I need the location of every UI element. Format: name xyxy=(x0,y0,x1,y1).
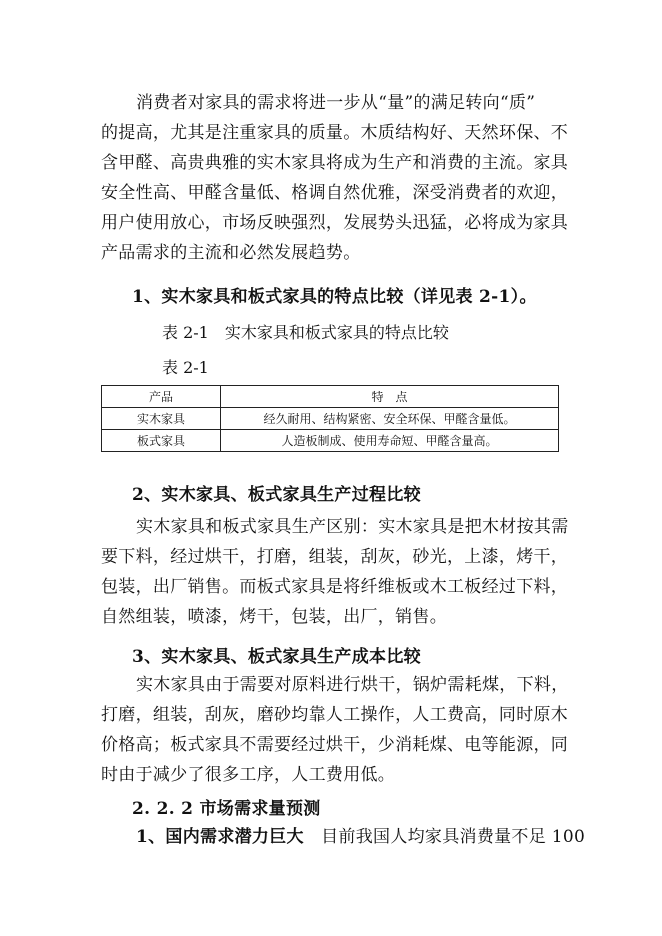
text-line: 实木家具和板式家具生产区别：实木家具是把木材按其需 xyxy=(136,517,569,537)
market-demand-paragraph xyxy=(101,822,586,852)
production-process-paragraph xyxy=(101,512,569,632)
text-line: 要下料，经过烘干，打磨，组装，刮灰，砂光，上漆，烤干， xyxy=(101,547,569,567)
table-caption: 表 2-1 实木家具和板式家具的特点比较 xyxy=(162,323,449,342)
table-cell: 经久耐用、结构紧密、安全环保、甲醛含量低。 xyxy=(221,408,559,430)
table-header-cell: 特 点 xyxy=(221,386,559,408)
text-line: 的提高，尤其是注重家具的质量。木质结构好、天然环保、不 xyxy=(101,123,569,143)
section-heading: 3、实木家具、板式家具生产成本比较 xyxy=(132,647,421,667)
section-heading: 2、实木家具、板式家具生产过程比较 xyxy=(132,485,421,505)
text-line: 产品需求的主流和必然发展趋势。 xyxy=(101,243,361,263)
text-line: 自然组装，喷漆，烤干，包装，出厂，销售。 xyxy=(101,607,447,627)
table-row xyxy=(102,408,559,430)
text-line: 含甲醛、高贵典雅的实木家具将成为生产和消费的主流。家具 xyxy=(101,153,569,173)
section-heading: 1、实木家具和板式家具的特点比较（详见表 2-1）。 xyxy=(132,287,537,307)
text-line: 打磨，组装，刮灰，磨砂均靠人工操作，人工费高，同时原木 xyxy=(101,705,569,725)
comparison-table xyxy=(101,385,559,452)
text-line: 安全性高、甲醛含量低、格调自然优雅，深受消费者的欢迎， xyxy=(101,183,569,203)
table-header-row xyxy=(102,386,559,408)
text-line: 包装，出厂销售。而板式家具是将纤维板或木工板经过下料， xyxy=(101,577,569,597)
paragraph-text: 目前我国人均家具消费量不足 100 xyxy=(303,827,586,847)
paragraph-lead: 1、国内需求潜力巨大 xyxy=(136,827,304,847)
text-line: 用户使用放心，市场反映强烈，发展势头迅猛，必将成为家具 xyxy=(101,213,569,233)
text-line: 消费者对家具的需求将进一步从“量”的满足转向“质” xyxy=(136,93,536,113)
table-header-cell: 产品 xyxy=(102,386,221,408)
table-row xyxy=(102,430,559,452)
table-cell: 实木家具 xyxy=(102,408,221,430)
table-cell: 板式家具 xyxy=(102,430,221,452)
text-line: 时由于减少了很多工序，人工费用低。 xyxy=(101,765,396,785)
text-line: 价格高；板式家具不需要经过烘干，少消耗煤、电等能源，同 xyxy=(101,735,569,755)
intro-paragraph xyxy=(101,88,569,268)
production-cost-paragraph xyxy=(101,670,569,790)
table-label: 表 2-1 xyxy=(162,358,209,377)
subsection-heading: 2. 2. 2 市场需求量预测 xyxy=(132,799,321,819)
table-cell: 人造板制成、使用寿命短、甲醛含量高。 xyxy=(221,430,559,452)
text-line: 实木家具由于需要对原料进行烘干，锅炉需耗煤，下料， xyxy=(136,675,569,695)
